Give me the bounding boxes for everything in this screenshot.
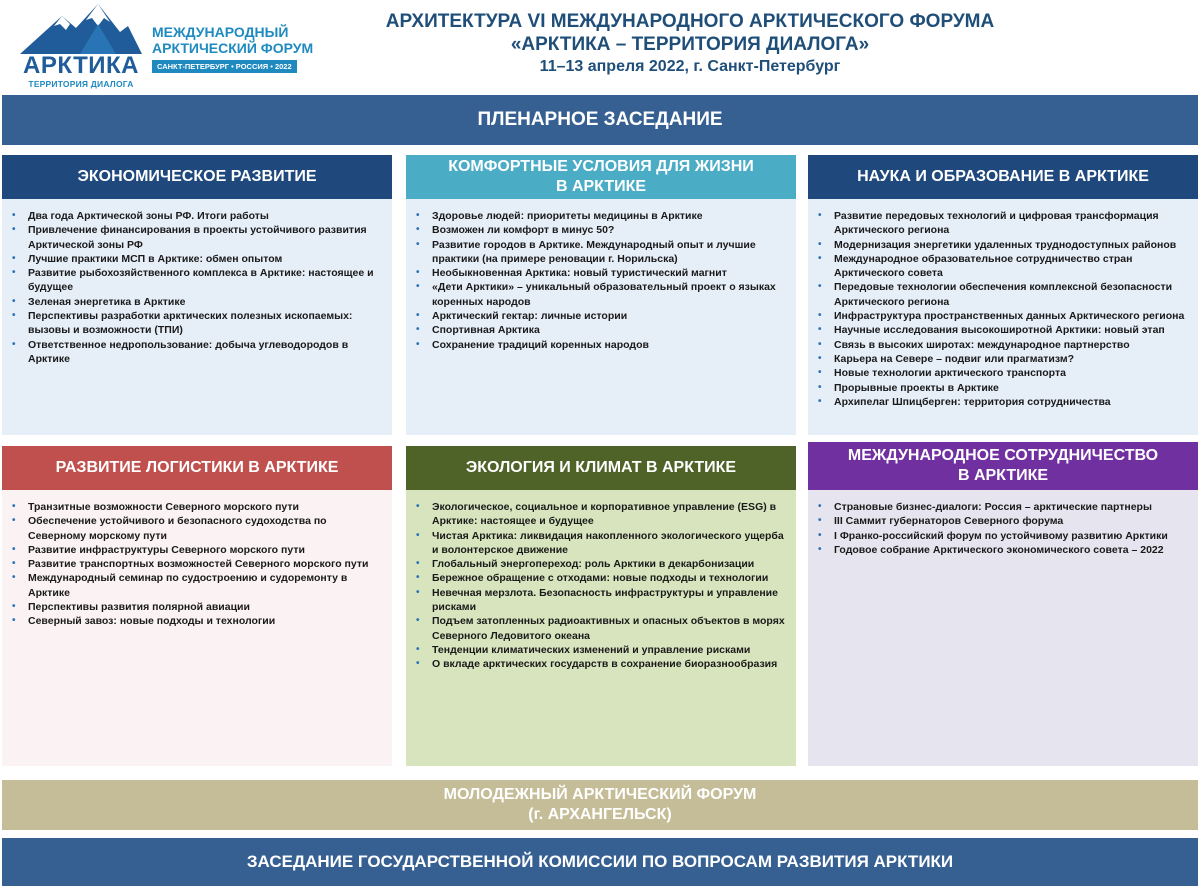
list-item: • Модернизация энергетики удаленных труднодоступных районов (816, 238, 1192, 252)
list-item: • Привлечение финансирования в проекты устойчивого развития Арктической зоны РФ (10, 223, 386, 252)
list-item: • Ответственное недропользование: добыча углеводородов в Арктике (10, 338, 386, 367)
list-item: • Спортивная Арктика (414, 323, 790, 337)
header (0, 0, 1200, 92)
list-item: • Необыкновенная Арктика: новый туристический магнит (414, 266, 790, 280)
list-item: • Бережное обращение с отходами: новые подходы и технологии (414, 571, 790, 585)
section-international-title-line1: МЕЖДУНАРОДНОЕ СОТРУДНИЧЕСТВО (847, 447, 1159, 464)
section-logistics-body (2, 490, 392, 766)
list-item: • I Франко-российский форум по устойчивому развитию Арктики (816, 529, 1192, 543)
list-item: • Развитие транспортных возможностей Северного морского пути (10, 557, 386, 571)
title-line-1: АРХИТЕКТУРА VI МЕЖДУНАРОДНОГО АРКТИЧЕСКОГО ФОРУМА (385, 11, 995, 32)
list-item: • Развитие инфраструктуры Северного морского пути (10, 543, 386, 557)
section-logistics-title: РАЗВИТИЕ ЛОГИСТИКИ В АРКТИКЕ (2, 446, 392, 490)
list-item: • Тенденции климатических изменений и управление рисками (414, 643, 790, 657)
list-item: • «Дети Арктики» – уникальный образовательный проект о языках коренных народов (414, 280, 790, 309)
section-ecology (406, 446, 796, 766)
list-item: • Развитие рыбохозяйственного комплекса в Арктике: настоящее и будущее (10, 266, 386, 295)
list-item: • Подъем затопленных радиоактивных и опасных объектов в морях Северного Ледовитого океана (414, 614, 790, 643)
section-ecology-title: ЭКОЛОГИЯ И КЛИМАТ В АРКТИКЕ (406, 446, 796, 490)
section-international-list (816, 500, 1192, 557)
list-item: • Годовое собрание Арктического экономического совета – 2022 (816, 543, 1192, 557)
list-item: • Два года Арктической зоны РФ. Итоги работы (10, 209, 386, 223)
section-science (808, 155, 1198, 435)
list-item: • Передовые технологии обеспечения комплексной безопасности Арктического региона (816, 280, 1192, 309)
section-ecology-list (414, 500, 790, 672)
title-line-2: «АРКТИКА – ТЕРРИТОРИЯ ДИАЛОГА» (510, 34, 870, 55)
section-comfort-title-line1: КОМФОРТНЫЕ УСЛОВИЯ ДЛЯ ЖИЗНИ (448, 158, 754, 175)
section-international-title-line2: В АРКТИКЕ (957, 467, 1049, 484)
list-item: • Здоровье людей: приоритеты медицины в Арктике (414, 209, 790, 223)
list-item: • III Саммит губернаторов Северного форума (816, 514, 1192, 528)
list-item: • Арктический гектар: личные истории (414, 309, 790, 323)
section-comfort (406, 155, 796, 435)
page-title (360, 10, 1020, 78)
list-item: • Перспективы разработки арктических полезных ископаемых: вызовы и возможности (ТПИ) (10, 309, 386, 338)
section-international (808, 442, 1198, 766)
commission-bar (2, 838, 1198, 886)
section-comfort-title (406, 155, 796, 199)
section-science-list (816, 209, 1192, 409)
list-item: • Обеспечение устойчивого и безопасного судоходства по Северному морскому пути (10, 514, 386, 543)
forum-location-badge: САНКТ-ПЕТЕРБУРГ • РОССИЯ • 2022 (152, 60, 297, 73)
title-date: 11–13 апреля 2022, г. Санкт-Петербург (539, 58, 841, 75)
section-economic-title: ЭКОНОМИЧЕСКОЕ РАЗВИТИЕ (2, 155, 392, 199)
section-comfort-title-line2: В АРКТИКЕ (555, 178, 647, 195)
list-item: • Лучшие практики МСП в Арктике: обмен опытом (10, 252, 386, 266)
list-item: • Экологическое, социальное и корпоративное управление (ESG) в Арктике: настоящее и будущее (414, 500, 790, 529)
list-item: • Научные исследования высокоширотной Арктики: новый этап (816, 323, 1192, 337)
commission-label: ЗАСЕДАНИЕ ГОСУДАРСТВЕННОЙ КОМИССИИ ПО ВОПРОСАМ РАЗВИТИЯ АРКТИКИ (246, 852, 954, 871)
list-item: • Невечная мерзлота. Безопасность инфраструктуры и управление рисками (414, 586, 790, 615)
list-item: • Зеленая энергетика в Арктике (10, 295, 386, 309)
youth-forum-line2: (г. АРХАНГЕЛЬСК) (528, 806, 672, 823)
list-item: • Страновые бизнес-диалоги: Россия – арктические партнеры (816, 500, 1192, 514)
list-item: • Чистая Арктика: ликвидация накопленного экологического ущерба и волонтерское движение (414, 529, 790, 558)
list-item: • Глобальный энергопереход: роль Арктики в декарбонизации (414, 557, 790, 571)
section-international-body (808, 490, 1198, 766)
youth-forum-line1: МОЛОДЕЖНЫЙ АРКТИЧЕСКИЙ ФОРУМ (443, 786, 757, 803)
list-item: • Инфраструктура пространственных данных Арктического региона (816, 309, 1192, 323)
list-item: • Транзитные возможности Северного морского пути (10, 500, 386, 514)
list-item: • Архипелаг Шпицберген: территория сотрудничества (816, 395, 1192, 409)
section-ecology-body (406, 490, 796, 766)
list-item: • Международный семинар по судостроению и судоремонту в Арктике (10, 571, 386, 600)
section-science-body (808, 199, 1198, 435)
plenary-session-label: ПЛЕНАРНОЕ ЗАСЕДАНИЕ (477, 109, 723, 130)
list-item: • Перспективы развития полярной авиации (10, 600, 386, 614)
list-item: • Сохранение традиций коренных народов (414, 338, 790, 352)
list-item: • Новые технологии арктического транспорта (816, 366, 1192, 380)
mountain-peaks-icon (20, 2, 142, 58)
list-item: • Международное образовательное сотрудничество стран Арктического совета (816, 252, 1192, 281)
section-science-title: НАУКА И ОБРАЗОВАНИЕ В АРКТИКЕ (808, 155, 1198, 199)
section-logistics-list (10, 500, 386, 629)
youth-forum-bar (2, 780, 1198, 830)
logo-wordmark: АРКТИКА (23, 52, 139, 79)
forum-name-line2: АРКТИЧЕСКИЙ ФОРУМ (152, 40, 314, 56)
section-economic-body (2, 199, 392, 435)
list-item: • Прорывные проекты в Арктике (816, 381, 1192, 395)
forum-name (152, 24, 352, 56)
logo-tagline: ТЕРРИТОРИЯ ДИАЛОГА (28, 79, 134, 89)
section-comfort-body (406, 199, 796, 435)
section-international-title (808, 442, 1198, 490)
plenary-session-bar (2, 95, 1198, 145)
list-item: • Возможен ли комфорт в минус 50? (414, 223, 790, 237)
list-item: • Связь в высоких широтах: международное партнерство (816, 338, 1192, 352)
section-economic-list (10, 209, 386, 366)
list-item: • Развитие городов в Арктике. Международный опыт и лучшие практики (на примере реновации г. Норильска) (414, 238, 790, 267)
arctic-logo (20, 2, 142, 90)
list-item: • Северный завоз: новые подходы и технологии (10, 614, 386, 628)
section-logistics (2, 446, 392, 766)
list-item: • Карьера на Севере – подвиг или прагматизм? (816, 352, 1192, 366)
list-item: • Развитие передовых технологий и цифровая трансформация Арктического региона (816, 209, 1192, 238)
section-economic (2, 155, 392, 435)
forum-name-line1: МЕЖДУНАРОДНЫЙ (152, 24, 289, 40)
section-comfort-list (414, 209, 790, 352)
list-item: • О вкладе арктических государств в сохранение биоразнообразия (414, 657, 790, 671)
